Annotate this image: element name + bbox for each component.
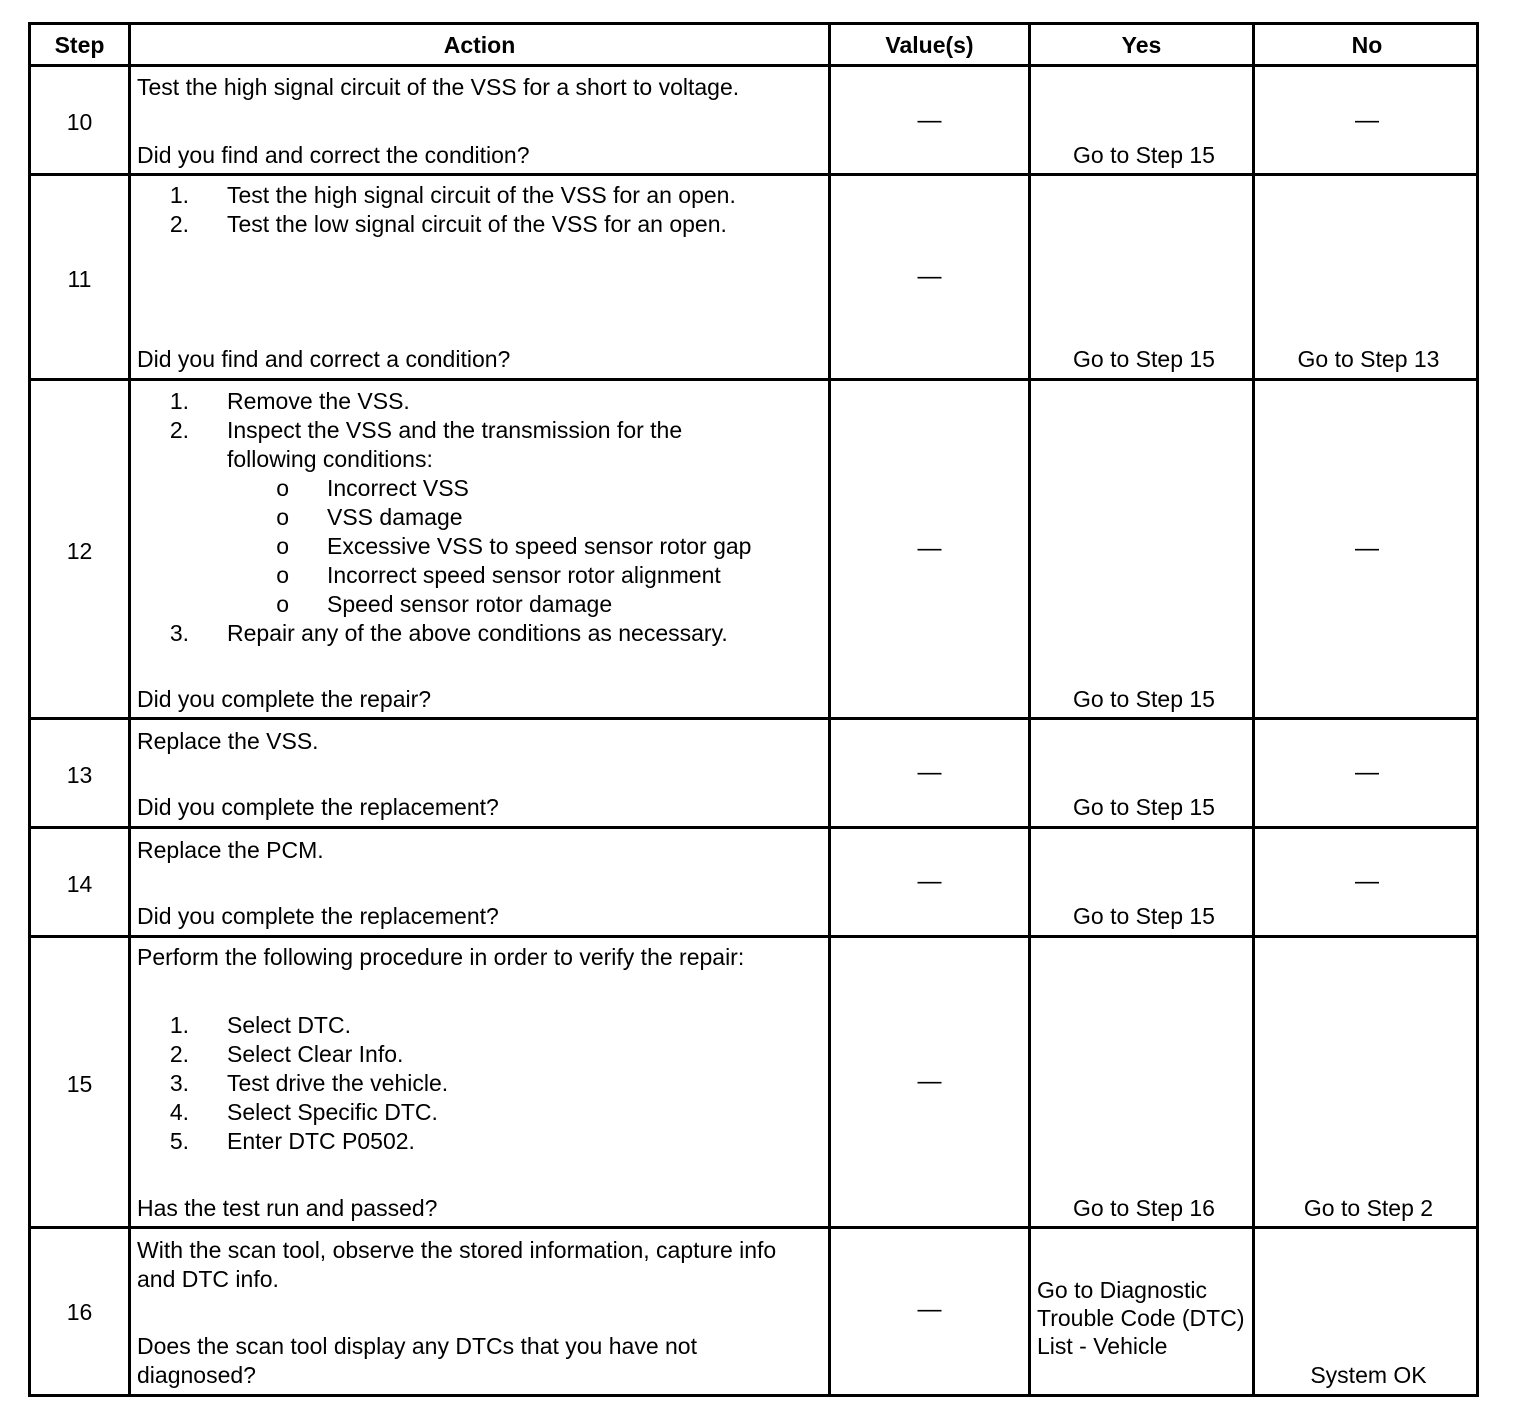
action-list <box>137 181 827 239</box>
list-marker: o <box>276 504 289 530</box>
list-item <box>137 1127 827 1156</box>
column-divider <box>828 25 831 1394</box>
list-text: Inspect the VSS and the transmission for the following conditions: <box>227 417 683 472</box>
step-number: 14 <box>66 871 93 897</box>
action-text: Replace the VSS. <box>137 728 319 754</box>
column-divider <box>1028 25 1031 1394</box>
list-item <box>137 1098 827 1127</box>
header-yes: Yes <box>1121 32 1162 58</box>
action-text: Replace the PCM. <box>137 837 324 863</box>
action-question: Did you complete the repair? <box>137 686 432 712</box>
list-marker: 2. <box>169 211 189 237</box>
step-number: 12 <box>66 538 93 564</box>
no-dash: — <box>1355 107 1379 134</box>
list-marker: 1. <box>169 388 189 414</box>
action-question: Did you complete the replacement? <box>137 903 499 929</box>
list-marker: o <box>276 562 289 588</box>
list-text: Test drive the vehicle. <box>227 1070 449 1096</box>
yes-link: Go to Diagnostic Trouble Code (DTC) List - Vehicle <box>1037 1277 1245 1359</box>
yes-link: Go to Step 16 <box>1073 1195 1215 1221</box>
no-link: Go to Step 2 <box>1303 1195 1434 1221</box>
list-text: Incorrect speed sensor rotor alignment <box>327 562 721 588</box>
action-text: Test the high signal circuit of the VSS for a short to voltage. <box>137 74 740 100</box>
list-text: Test the high signal circuit of the VSS for an open. <box>227 182 736 208</box>
action-question: Did you complete the replacement? <box>137 794 499 820</box>
action-text: Perform the following procedure in order to verify the repair: <box>137 944 745 970</box>
action-list <box>137 387 827 648</box>
list-item <box>137 1040 827 1069</box>
step-number: 11 <box>67 266 92 292</box>
no-dash: — <box>1355 868 1379 895</box>
diagnostic-table <box>28 22 1479 1397</box>
row-divider <box>31 64 1476 67</box>
list-item <box>137 619 827 648</box>
value-dash: — <box>917 535 942 562</box>
list-marker: 2. <box>169 417 189 443</box>
value-dash: — <box>917 263 942 290</box>
sub-list-item <box>137 561 827 590</box>
action-list <box>137 1011 827 1156</box>
no-dash: — <box>1355 535 1379 562</box>
list-text: Enter DTC P0502. <box>227 1128 415 1154</box>
row-divider <box>31 717 1476 720</box>
list-text: Excessive VSS to speed sensor rotor gap <box>327 533 752 559</box>
column-divider <box>128 25 131 1394</box>
list-text: Select DTC. <box>227 1012 351 1038</box>
list-marker: 3. <box>169 620 189 646</box>
header-step: Step <box>54 32 105 58</box>
sub-list-item <box>137 474 827 503</box>
list-marker: o <box>276 591 289 617</box>
list-marker: o <box>276 475 289 501</box>
sub-list-item <box>137 503 827 532</box>
step-number: 16 <box>66 1299 93 1325</box>
header-no: No <box>1351 32 1383 58</box>
action-question: Did you find and correct a condition? <box>137 346 511 372</box>
list-marker: 2. <box>169 1041 189 1067</box>
list-marker: 1. <box>169 1012 189 1038</box>
value-dash: — <box>917 759 942 786</box>
step-number: 10 <box>66 109 93 135</box>
no-result: System OK <box>1310 1362 1427 1388</box>
yes-link: Go to Step 15 <box>1073 142 1215 168</box>
list-item <box>137 1011 827 1040</box>
action-question: Has the test run and passed? <box>137 1195 438 1221</box>
list-item <box>137 181 827 210</box>
action-text: With the scan tool, observe the stored information, capture info and DTC info. <box>137 1237 777 1292</box>
list-marker: 3. <box>169 1070 189 1096</box>
yes-link: Go to Step 15 <box>1073 346 1215 372</box>
row-divider <box>31 173 1476 176</box>
row-divider <box>31 826 1476 829</box>
list-text: Select Clear Info. <box>227 1041 404 1067</box>
list-marker: 1. <box>169 182 189 208</box>
list-text: Select Specific DTC. <box>227 1099 438 1125</box>
value-dash: — <box>917 868 942 895</box>
step-number: 15 <box>66 1071 93 1097</box>
row-divider <box>31 935 1476 938</box>
list-item <box>137 416 827 474</box>
row-divider <box>31 1226 1476 1229</box>
value-dash: — <box>917 1296 942 1323</box>
list-item <box>137 387 827 416</box>
list-text: Remove the VSS. <box>227 388 410 414</box>
yes-link: Go to Step 15 <box>1073 903 1215 929</box>
yes-link: Go to Step 15 <box>1073 686 1215 712</box>
action-question: Does the scan tool display any DTCs that you have not diagnosed? <box>137 1333 697 1388</box>
sub-list-item <box>137 590 827 619</box>
list-text: Repair any of the above conditions as necessary. <box>227 620 728 646</box>
header-action: Action <box>443 32 516 58</box>
value-dash: — <box>917 1068 942 1095</box>
list-item <box>137 1069 827 1098</box>
step-number: 13 <box>66 762 93 788</box>
header-values: Value(s) <box>885 32 974 58</box>
list-text: Speed sensor rotor damage <box>327 591 613 617</box>
list-text: Test the low signal circuit of the VSS for an open. <box>227 211 727 237</box>
row-divider <box>31 378 1476 381</box>
sub-list-item <box>137 532 827 561</box>
no-link: Go to Step 13 <box>1297 346 1440 372</box>
list-marker: 4. <box>169 1099 189 1125</box>
no-dash: — <box>1355 759 1379 786</box>
list-text: VSS damage <box>327 504 463 530</box>
list-item <box>137 210 827 239</box>
list-marker: o <box>276 533 289 559</box>
list-marker: 5. <box>169 1128 189 1154</box>
value-dash: — <box>917 107 942 134</box>
action-question: Did you find and correct the condition? <box>137 142 530 168</box>
list-text: Incorrect VSS <box>327 475 469 501</box>
yes-link: Go to Step 15 <box>1073 794 1215 820</box>
